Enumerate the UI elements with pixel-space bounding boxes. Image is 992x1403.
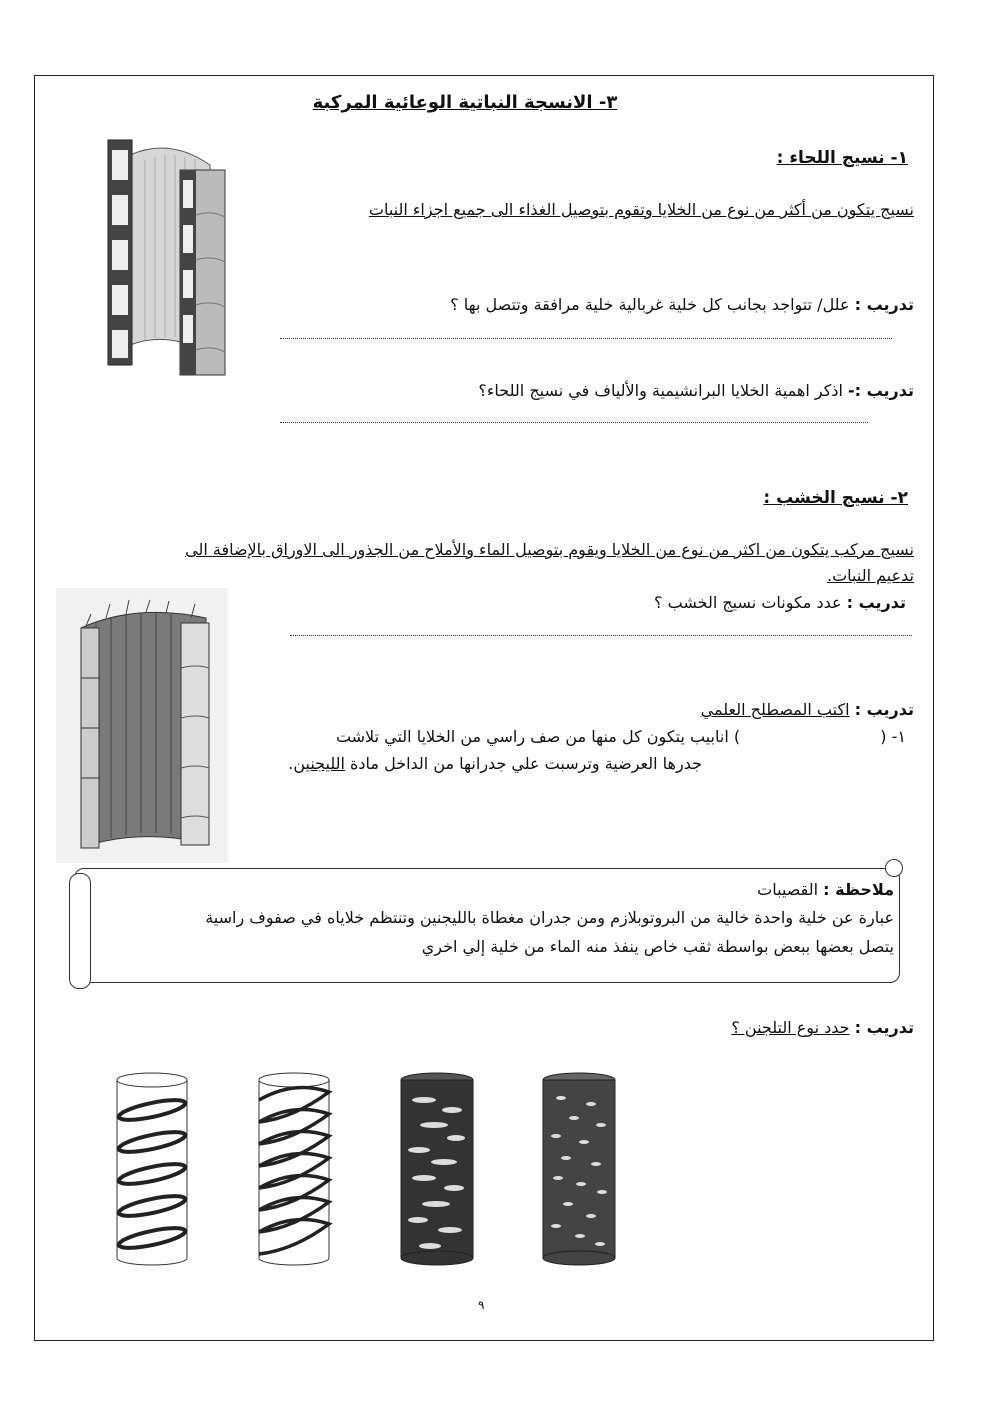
- annular-vessel-illustration: [110, 1070, 194, 1270]
- note-label: ملاحظة :: [823, 880, 894, 899]
- answer-line[interactable]: [290, 635, 912, 636]
- lignin-word: الليجنين: [293, 754, 345, 773]
- phloem-tissue-illustration: [100, 135, 235, 385]
- xylem-exercise-2: [701, 700, 914, 719]
- xylem-tissue-illustration: [56, 588, 228, 863]
- xylem-term-item: [246, 727, 906, 746]
- exercise-label: تدريب :: [854, 1018, 914, 1037]
- scroll-roll: [69, 873, 91, 989]
- xylem-definition-line-2: تدعيم النبات.: [827, 566, 914, 585]
- item-close: ): [733, 727, 741, 746]
- xylem-exercise-1: [654, 593, 906, 612]
- phloem-exercise-1: [450, 295, 914, 314]
- exercise-label: تدريب :: [846, 593, 906, 612]
- spiral-vessel-illustration: [252, 1070, 336, 1270]
- note-title: [757, 880, 894, 899]
- note-line-1: عبارة عن خلية واحدة خالية من البروتوبلازم ومن جدران مغطاة بالليجنين وتنتظم خلاياه في صفوف راسية: [205, 908, 894, 927]
- reticulate-vessel-illustration: [394, 1070, 480, 1270]
- xylem-heading: ٢- نسيج الخشب :: [763, 488, 908, 508]
- exercise-text: علل/ تتواجد بجانب كل خلية غربالية خلية مرافقة وتتصل بها ؟: [450, 295, 850, 314]
- note-topic: القصيبات: [757, 880, 819, 899]
- exercise-text: اذكر اهمية الخلايا البرانشيمية والألياف في نسيج اللحاء؟: [478, 381, 843, 400]
- phloem-exercise-2: [478, 381, 914, 400]
- exercise-text: عدد مكونات نسيج الخشب ؟: [654, 593, 842, 612]
- xylem-term-item-line-2: [288, 754, 702, 773]
- page-number: ٩: [478, 1298, 485, 1312]
- exercise-text: حدد نوع التلجنن ؟: [731, 1018, 850, 1037]
- exercise-text: اكتب المصطلح العلمي: [700, 700, 850, 719]
- item-line-1: انابيب يتكون كل منها من صف راسي من الخلايا التي تلاشت: [335, 727, 729, 746]
- phloem-definition: نسيج يتكون من أكثر من نوع من الخلايا وتقوم بتوصيل الغذاء الى جميع اجزاء النبات: [368, 200, 914, 219]
- item-number: ١- (: [880, 727, 906, 746]
- scroll-curl: [885, 859, 903, 877]
- answer-line[interactable]: [280, 338, 892, 339]
- exercise-label: تدريب :: [854, 295, 914, 314]
- phloem-heading: ١- نسيج اللحاء :: [776, 148, 908, 168]
- exercise-label: تدريب :: [854, 700, 914, 719]
- item-line-2: جدرها العرضية وترسبت علي جدرانها من الداخل مادة: [350, 754, 702, 773]
- lignin-exercise: [731, 1018, 914, 1037]
- exercise-label: تدريب :-: [847, 381, 914, 400]
- pitted-vessel-illustration: [536, 1070, 622, 1270]
- answer-line[interactable]: [280, 422, 868, 423]
- note-line-2: يتصل بعضها ببعض بواسطة ثقب خاص ينفذ منه الماء من خلية إلي اخري: [421, 937, 894, 956]
- item-end: .: [288, 754, 294, 773]
- xylem-definition-line-1: نسيج مركب يتكون من اكثر من نوع من الخلايا ويقوم بتوصيل الماء والأملاح من الجذور الى الاوراق بالإضافة الى: [185, 540, 914, 559]
- page-title: ٣- الانسجة النباتية الوعائية المركبة: [312, 92, 618, 113]
